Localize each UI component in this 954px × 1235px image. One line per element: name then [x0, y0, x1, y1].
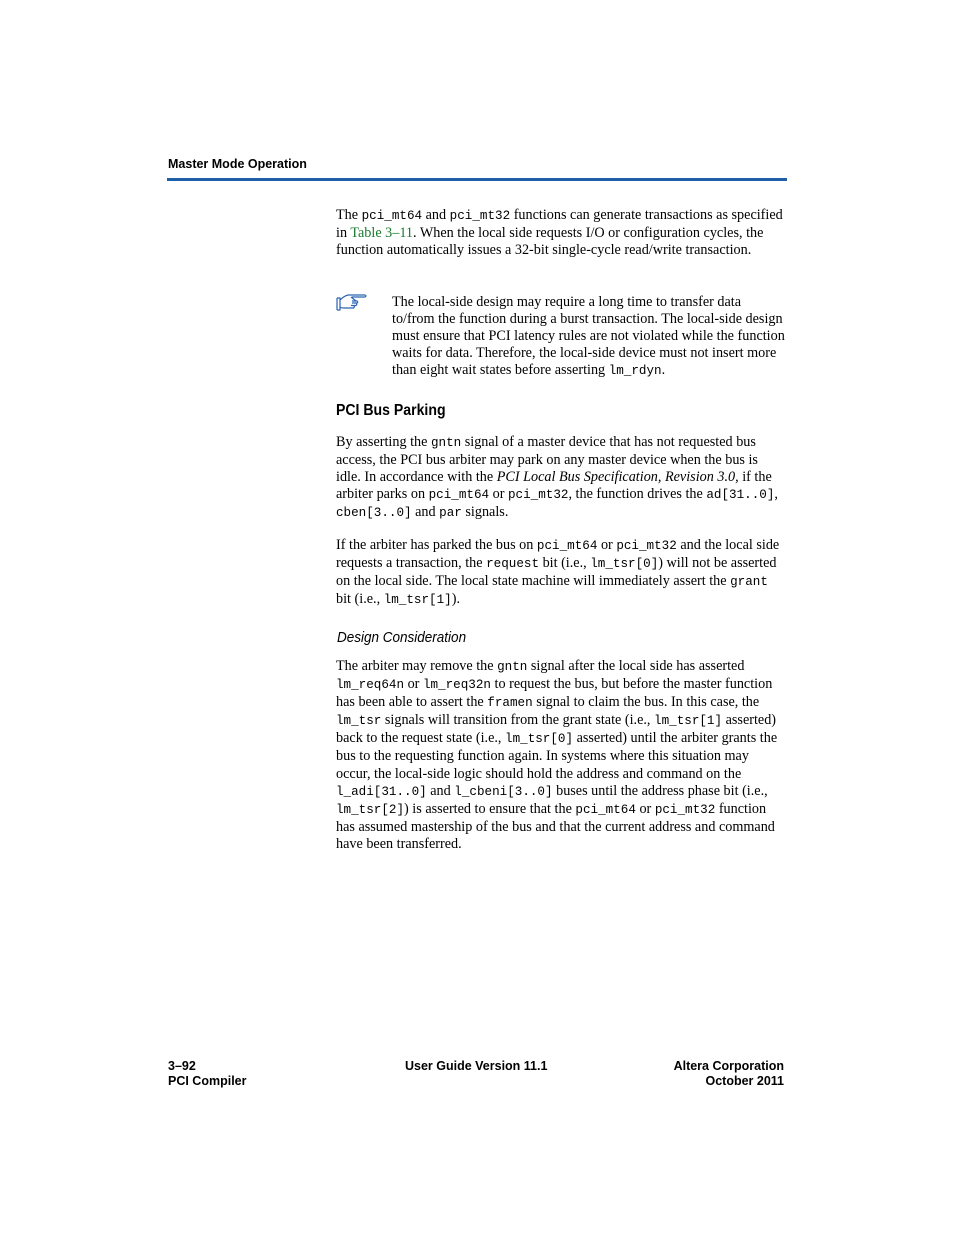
parking-paragraph-1: By asserting the gntn signal of a master device that has not requested bus access, the PCI bus arbiter may park on any master device when the bus is idle. In accordance with the PCI Local Bus Specification, Revision 3.0, if the arbiter parks on pci_mt64 or pci_mt32, the function drives the ad[31..0], cben[3..0] and par signals.: [336, 434, 778, 521]
header-rule: [167, 178, 787, 181]
footer-right: [600, 1059, 784, 1089]
running-header: Master Mode Operation: [168, 157, 307, 171]
company-name: Altera Corporation: [673, 1059, 784, 1073]
design-consideration-paragraph: The arbiter may remove the gntn signal after the local side has asserted lm_req64n or lm_req32n to request the bus, but before the master function has been able to assert the framen signal to claim the bus. In this case, the lm_tsr signals will transition from the grant state (i.e., lm_tsr[1] asserted) back to the request state (i.e., lm_tsr[0] asserted) until the arbiter grants the bus to the requesting function again. In systems where this situation may occur, the local-side logic should hold the address and command on the l_adi[31..0] and l_cbeni[3..0] buses until the address phase bit (i.e., lm_tsr[2]) is asserted to ensure that the pci_mt64 or pci_mt32 function has assumed mastership of the bus and that the current address and command have been transferred.: [336, 658, 778, 852]
section-heading: PCI Bus Parking: [336, 402, 446, 419]
publication-date: October 2011: [705, 1074, 784, 1088]
guide-version: User Guide Version 11.1: [405, 1059, 548, 1073]
note-paragraph: The local-side design may require a long time to transfer data to/from the function during a burst transaction. The local-side design must ensure that PCI latency rules are not violated while the function waits for data. Therefore, the local-side device must not insert more than eight wait states before asserting lm_rdyn.: [392, 294, 785, 379]
intro-paragraph: The pci_mt64 and pci_mt32 functions can generate transactions as specified in Table 3–11. When the local side requests I/O or configuration cycles, the function automatically issues a 32-bit single-cycle read/write transaction.: [336, 207, 783, 259]
page-number: 3–92: [168, 1059, 196, 1073]
subsection-heading: Design Consideration: [337, 629, 467, 646]
footer-left: [168, 1059, 247, 1089]
parking-paragraph-2: If the arbiter has parked the bus on pci_mt64 or pci_mt32 and the local side requests a transaction, the request bit (i.e., lm_tsr[0]) will not be asserted on the local side. The local state machine will immediately assert the grant bit (i.e., lm_tsr[1]).: [336, 537, 780, 608]
footer-center: [405, 1059, 547, 1074]
pointing-hand-icon: [336, 292, 368, 312]
product-name: PCI Compiler: [168, 1074, 247, 1088]
table-link[interactable]: Table 3–11: [350, 225, 414, 242]
